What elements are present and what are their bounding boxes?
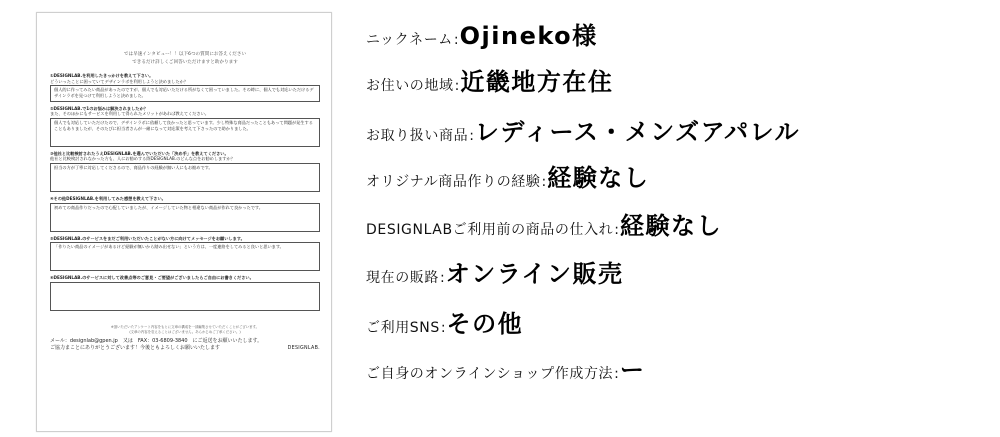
row-label: ニックネーム (366, 32, 453, 48)
profile-row-products (366, 112, 800, 147)
row-colon: : (469, 128, 474, 144)
profile-row-sns (366, 304, 523, 339)
question-title: ③他社と比較検討されたうえDESIGNLAB.を選んでいただいた「決め手」を教えてください。 (50, 150, 229, 156)
question-title: ⑥DESIGNLAB.のサービスに対して改善点等のご意見・ご要望がございましたらご自由にお書きください。 (50, 275, 254, 281)
question-subtitle: どういったことに困っていてデザインラボを利用しようと決めましたか？ (50, 78, 188, 84)
survey-content (50, 51, 320, 353)
question-4 (50, 196, 320, 232)
footnote-line: ※頂いただいたアンケート内容をもとに文章の構成を一部編集させていただくことがございます。 (110, 324, 260, 329)
question-2 (50, 106, 320, 147)
profile-row-sourcing (366, 206, 722, 241)
row-value: Ojineko様 (459, 22, 598, 50)
answer-box: 個人的に作ってみたい商品があったのですが、個人でも対応いただける所がなくて困っていました。その時に、個人でも対応いただけるデザインラボを見つけて利用しようと決めました。 (50, 85, 320, 101)
profile-row-experience (366, 158, 649, 193)
brand-name: DESIGNLAB. (287, 346, 320, 352)
row-colon: : (454, 78, 460, 94)
profile-row-region (366, 62, 613, 97)
answer-box (50, 282, 320, 311)
question-5 (50, 236, 320, 272)
row-label: ご利用SNS (366, 320, 440, 336)
row-value: レディース・メンズアパレル (474, 118, 801, 146)
row-value: ー (619, 356, 646, 384)
row-colon: : (440, 270, 445, 286)
row-colon: : (614, 366, 619, 382)
profile-row-shop-method (366, 350, 645, 385)
profile-row-channel (366, 254, 624, 289)
survey-footnote (50, 325, 320, 335)
row-colon: : (453, 32, 459, 48)
thanks-line (50, 345, 320, 352)
answer-box: 「作りたい商品のイメージがあるけど経験が無いから踏み出せない」という方は、一度連絡をしてみると良いと思います。 (50, 242, 320, 271)
question-title: ④その他DESIGNLAB.を利用してみた感想を教えて下さい。 (50, 195, 166, 201)
profile-row-nickname (366, 16, 598, 51)
row-label: 現在の販路 (366, 270, 439, 286)
contact-info (50, 338, 320, 353)
answer-box: 初めての商品作りだったので心配していましたが、イメージしていた物と相違ない商品が作れて良かったです。 (50, 203, 320, 232)
row-value: オンライン販売 (445, 260, 624, 288)
intro-line: では早速インタビュー！！以下6つの質問にお答えください (123, 52, 247, 57)
row-value: 経験なし (547, 164, 650, 192)
survey-sheet (36, 12, 332, 432)
row-label: お住いの地域 (366, 78, 454, 94)
question-6 (50, 275, 320, 311)
row-value: 近畿地方在住 (460, 68, 614, 96)
question-title: ①DESIGNLAB.を利用したきっかけを教えて下さい。 (50, 73, 154, 78)
contact-line: メール：designlab@gpen.jp 又は FAX：03-6809-3840 にご返送をお願いいたします。 (50, 337, 263, 344)
intro-line: できるだけ詳しくご回答いただけますと助かります (132, 59, 238, 65)
question-title: ②DESIGNLAB.で1のお悩みは解決されましたか？ (50, 105, 148, 111)
thanks-text: ご協力まことにありがとうございます！今後ともよろしくお願いいたします (50, 345, 221, 352)
footnote-line: (文章の内容を変えることはございません。あらかじめご了承ください。) (129, 329, 241, 334)
row-label: DESIGNLABご利用前の商品の仕入れ (366, 222, 614, 238)
row-label: ご自身のオンラインショップ作成方法 (366, 366, 614, 382)
row-colon: : (614, 222, 619, 238)
row-colon: : (541, 174, 547, 190)
row-value: 経験なし (619, 212, 722, 240)
row-value: その他 (446, 310, 524, 338)
answer-box: 個人でも対応していただけたので、デザインラボに依頼して良かったと思っています。少し特殊な商品だったこともあって問題が発生することもありましたが、そのたびに担当者さんが一緒になって対応策を考えて下さったので助かりました。 (50, 118, 320, 147)
survey-intro (50, 51, 320, 66)
row-label: オリジナル商品作りの経験 (366, 174, 541, 190)
question-1 (50, 73, 320, 102)
question-subtitle: 他社と比較検討されなかった方も、人にお勧めする際DESIGNLAB.のどんな点をお勧めしますか？ (50, 156, 235, 162)
question-subtitle: また、そのほかにもサービスを利用して得られたメリットがあれば教えてください。 (50, 111, 209, 117)
question-title: ⑤DESIGNLAB.のサービスをまだご利用いただいたことがない方に向けてメッセージをお願いします。 (50, 235, 245, 241)
row-label: お取り扱い商品 (366, 128, 469, 144)
answer-box: 担当の方が丁寧に対応してくださるので、商品作りの経験が無い人にもお勧めです。 (50, 163, 320, 192)
question-3 (50, 151, 320, 192)
row-colon: : (440, 320, 446, 336)
